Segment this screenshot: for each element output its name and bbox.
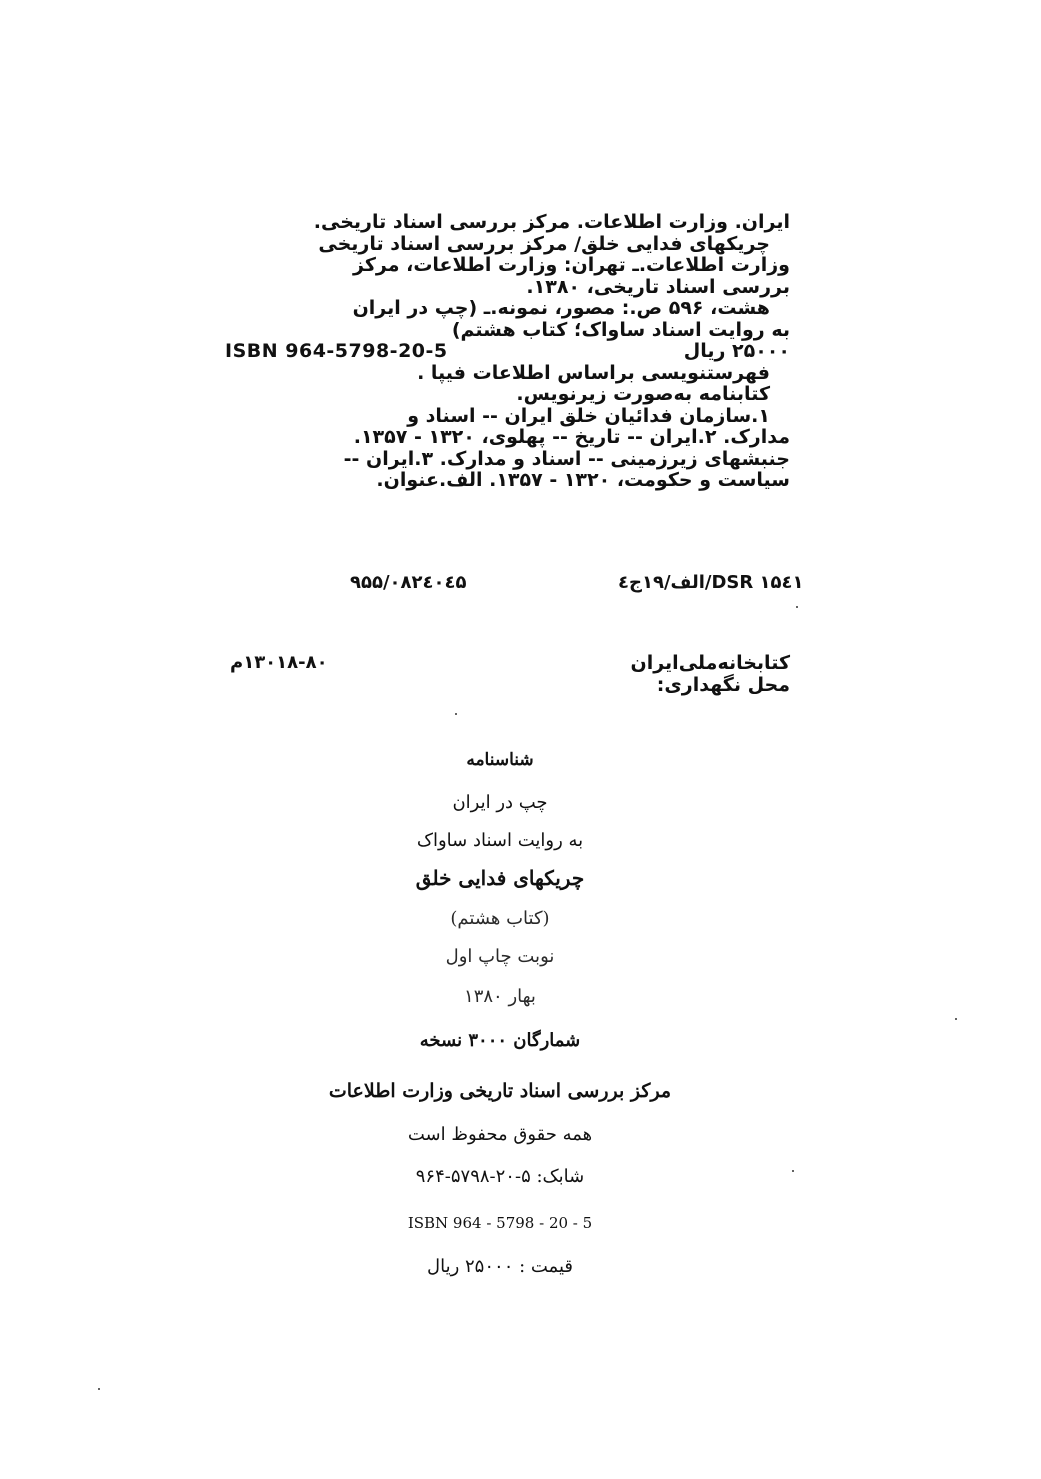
cip-line: به روایت اسناد ساواک؛ کتاب هشتم) <box>451 318 790 341</box>
book-title: چریکهای فدایی خلق <box>415 866 585 890</box>
library-name: کتابخانه‌ملی‌ایران <box>630 652 790 674</box>
cip-line: ایران. وزارت اطلاعات. مرکز بررسی اسناد تاریخی. <box>313 211 790 233</box>
cip-line: هشت، ۵۹۶ ص.: مصور، نمونه.ـ (چپ در ایران <box>352 297 770 319</box>
library-block <box>610 652 790 696</box>
speck <box>955 1018 957 1020</box>
price: قیمت : ۲۵۰۰۰ ریال <box>427 1256 573 1277</box>
print-edition: نوبت چاپ اول <box>445 946 555 967</box>
speck <box>98 1388 100 1390</box>
series-subtitle: به روایت اسناد ساواک <box>416 830 584 851</box>
cip-note: کتابنامه به‌صورت زیرنویس. <box>516 383 770 405</box>
cip-subject: ۱.سازمان فدائیان خلق ایران -- اسناد و <box>407 404 770 427</box>
library-location-label: محل نگهداری: <box>656 674 790 696</box>
lc-classification: DSR ۱۵٤۱/الف/۱۹ج٤ <box>618 572 804 593</box>
shelf-number: ۱۳۰۱۸-۸۰م <box>230 652 328 673</box>
speck <box>796 606 798 608</box>
shabak-number: شابک: ۵-۲۰-۵۷۹۸-۹۶۴ <box>415 1166 585 1187</box>
cip-isbn: ISBN 964-5798-20-5 <box>225 340 448 362</box>
copyright-notice: همه حقوق محفوظ است <box>407 1124 593 1145</box>
cip-subject: جنبشهای زیرزمینی -- اسناد و مدارک. ۳.ایران -- <box>343 447 790 470</box>
volume-number: (کتاب هشتم) <box>450 908 550 929</box>
isbn-number: ISBN 964 - 5798 - 20 - 5 <box>407 1214 593 1232</box>
cip-line: چریکهای فدایی خلق/ مرکز بررسی اسناد تاریخی <box>318 232 770 255</box>
speck <box>455 713 457 715</box>
cip-price-isbn <box>225 341 790 363</box>
publisher: مرکز بررسی اسناد تاریخی وزارت اطلاعات <box>328 1080 672 1102</box>
colophon-heading: شناسنامه <box>466 750 534 770</box>
cip-subject: مدارک. ۲.ایران -- تاریخ -- پهلوی، ۱۳۲۰ - ۱۳۵۷. <box>353 426 790 448</box>
cip-block <box>200 212 790 492</box>
cip-line: وزارت اطلاعات.ـ تهران: وزارت اطلاعات، مرکز <box>353 254 790 276</box>
cip-subject: سیاست و حکومت، ۱۳۲۰ - ۱۳۵۷. الف.عنوان. <box>376 469 790 491</box>
cip-line: بررسی اسناد تاریخی، ۱۳۸۰. <box>526 275 790 298</box>
publication-date: بهار ۱۳۸۰ <box>464 986 536 1007</box>
cip-note: فهرستنویسی براساس اطلاعات فیپا . <box>417 361 770 384</box>
speck <box>792 1170 794 1172</box>
dewey-classification: ۹۵۵/۰۸۲٤۰٤۵ <box>350 572 467 593</box>
series-title: چپ در ایران <box>452 792 548 813</box>
cip-price: ۲۵۰۰۰ ریال <box>683 340 790 362</box>
print-run: شمارگان ۳۰۰۰ نسخه <box>419 1030 581 1051</box>
